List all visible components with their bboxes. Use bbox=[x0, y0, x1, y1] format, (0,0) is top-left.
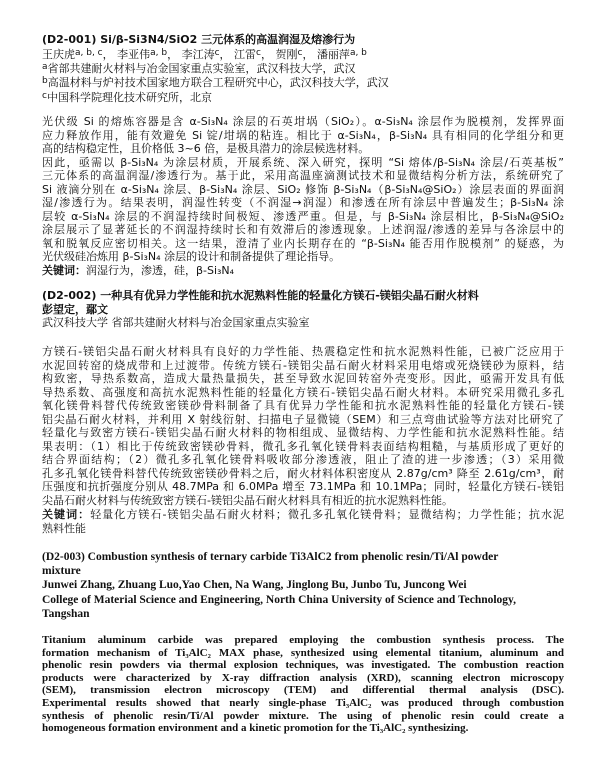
abstract-line: 铝尖晶石耐火材料，并利用 X 射线衍射、扫描电子显微镜（SEM）和三点弯曲试验等方法对比研究了 bbox=[42, 412, 564, 426]
abstract-line: 孔多孔氧化镁骨料替代传统致密镁砂骨料之后，耐火材料体积密度从 2.87g/cm³ 降至 2.61g/cm³，耐 bbox=[42, 466, 564, 480]
abstract-line: 三元体系的高温润湿/渗透行为。基于此，采用高温座滴测试技术和显微结构分析方法，系统研究了 bbox=[42, 169, 564, 182]
abstract-line: 光伏级 Si 的熔炼容器是含 α-Si₃N₄ 涂层的石英坩埚（SiO₂）。α-Si₃N₄ 涂层作为脱模剂，发挥界面 bbox=[42, 115, 564, 128]
author-sup: a, b bbox=[150, 47, 168, 58]
abstract-line: 湿/渗透行为。结果表明，润湿性转变（不润湿→润湿）和渗透在所有涂层中普遍发生；β-Si₃N₄ 涂 bbox=[42, 196, 564, 209]
abstract-line: phenolic resin powders via thermal explosion techniques, was investigated. The combustion reaction bbox=[42, 659, 564, 672]
affiliation-text: 中国科学院理化技术研究所，北京 bbox=[46, 90, 212, 104]
abstract-line: 氧和脱氧反应密切相关。这一结果，澄清了业内长期存在的 “β-Si₃N₄ 能否用作脱模剂” 的疑惑，为 bbox=[42, 236, 564, 250]
abstract-line: 层较 α-Si₃N₄ 涂层的不润湿持续时间极短、渗透严重。但是，与 β-Si₃N₄ 涂层相比，β-Si₃N₄@SiO₂ bbox=[42, 209, 564, 223]
paper-2-title: (D2-002) 一种具有优异力学性能和抗水泥熟料性能的轻量化方镁石-镁铝尖晶石耐火材料 bbox=[42, 289, 479, 302]
abstract-line: 水泥回转窑的烧成带和上过渡带。传统方镁石-镁铝尖晶石耐火材料采用电熔或死烧镁砂为原料，结 bbox=[42, 358, 564, 372]
abstract-line: 方镁石-镁铝尖晶石耐火材料具有良好的力学性能、热震稳定性和抗水泥熟料性能，已被广泛应用于 bbox=[42, 345, 564, 358]
paper-3-header bbox=[42, 550, 564, 621]
abstract-line: 构致密，导热系数高，造成大量热量损失，甚至导致水泥回转窑外壳变形。因此，亟需开发具有低 bbox=[42, 372, 564, 385]
abstract-line: 导热系数、高强度和高抗水泥熟料性能的轻量化方镁石-镁铝尖晶石耐火材料。本研究采用微孔多孔 bbox=[42, 385, 564, 399]
abstract-line: 结合界面结构；（2）微孔多孔氧化镁骨料吸收部分渗透液，阻止了渣的进一步渗透；（3）采用微 bbox=[42, 453, 564, 466]
paper-3-title: (D2-003) Combustion synthesis of ternary carbide Ti3AlC2 from phenolic resin/Ti/Al powder bbox=[42, 551, 499, 563]
abstract-line: 果表明：（1）相比于传统致密镁砂骨料，微孔多孔氧化镁骨料表面结构粗糙，与基质形成了更好的 bbox=[42, 439, 564, 453]
paper-3-title: mixture bbox=[42, 565, 81, 577]
affiliation-sup: a bbox=[42, 61, 48, 72]
abstract-line: 轻量化与致密方镁石-镁铝尖晶石耐火材料的物相组成、显微结构、力学性能和抗水泥熟料性能。结 bbox=[42, 426, 564, 439]
affiliation bbox=[42, 91, 564, 106]
abstract-line: homogeneous formation environment and a kinetic promotion for the Ti₃AlC₂ synthesizing. bbox=[42, 722, 469, 735]
keywords-label: 关键词： bbox=[42, 508, 91, 521]
paper-1-header bbox=[42, 33, 564, 105]
paper-3-affiliation: Tangshan bbox=[42, 608, 90, 620]
abstract-line: 应力释放作用，能有效避免 Si 锭/坩埚的粘连。相比于 α-Si₃N₄，β-Si₃N₄ 具有相同的化学组分和更 bbox=[42, 128, 564, 142]
affiliation bbox=[42, 62, 564, 77]
paper-1-abstract bbox=[42, 115, 564, 264]
paper-3-abstract bbox=[42, 634, 564, 735]
keywords-label: 关键词： bbox=[42, 264, 86, 277]
author: 李亚伟 bbox=[117, 47, 151, 61]
abstract-line: 因此，亟需以 β-Si₃N₄ 为涂层材质，开展系统、深入研究，探明 “Si 熔体/β-Si₃N₄ 涂层/石英基板” bbox=[42, 155, 564, 169]
abstract-line: 涂层展示了显著延长的不润湿持续时长和有效滞后的渗透现象。上述润湿/渗透的差异与各涂层中的 bbox=[42, 223, 564, 236]
paper-1-keywords bbox=[42, 264, 564, 278]
author-sup: c bbox=[214, 47, 220, 58]
paper-3-affiliation: College of Material Science and Engineering, North China University of Science and Technology, bbox=[42, 594, 517, 606]
paper-3-authors: Junwei Zhang, Zhuang Luo,Yao Chen, Na Wang, Jinglong Bu, Junbo Tu, Juncong Wei bbox=[42, 579, 467, 591]
abstract-line: Experimental results showed that nearly single-phase Ti₃AlC₂ was produced through combustion bbox=[42, 696, 564, 709]
abstract-line: products were characterized by X-ray diffraction analysis (XRD), scanning electron microscopy bbox=[42, 671, 564, 684]
paper-2-abstract bbox=[42, 345, 564, 507]
paper-2-affiliation: 武汉科技大学 省部共建耐火材料与冶金国家重点实验室 bbox=[42, 316, 310, 329]
author: 贺刚 bbox=[275, 47, 298, 61]
author-sup: c bbox=[256, 47, 261, 58]
keywords: 润湿行为，渗透，硅，β-Si₃N₄ bbox=[86, 264, 235, 277]
abstract-line: 压强度和抗折强度分别从 48.7MPa 和 6.0MPa 增至 73.1MPa 和 10.1MPa；同时，轻量化方镁石-镁铝 bbox=[42, 480, 564, 493]
author: 江雷 bbox=[234, 47, 257, 61]
paper-2-authors: 彭望定，鄢文 bbox=[42, 302, 108, 316]
abstract-line: 高的结构稳定性，且价格低 3~6 倍，是极具潜力的涂层候选材料。 bbox=[42, 142, 370, 155]
keywords: 熟料性能 bbox=[42, 521, 86, 535]
paper-1-title: (D2-001) Si/β-Si3N4/SiO2 三元体系的高温润湿及熔渗行为 bbox=[42, 33, 356, 46]
author: 潘丽萍 bbox=[316, 47, 350, 61]
author: 李江涛 bbox=[181, 47, 215, 61]
affiliation bbox=[42, 76, 564, 91]
abstract-line: 尖晶石耐火材料与传统致密方镁石-镁铝尖晶石耐火材料具有相近的抗水泥熟料性能。 bbox=[42, 493, 453, 507]
author-sup: a, b bbox=[349, 47, 367, 58]
abstract-line: Titanium aluminum carbide was prepared employing the combustion synthesis process. The bbox=[42, 634, 564, 646]
keywords: 轻量化方镁石-镁铝尖晶石耐火材料；微孔多孔氧化镁骨料；显微结构；力学性能；抗水泥 bbox=[90, 508, 564, 521]
paper-1-authors: 王庆虎$^{a, b, c}$， 李亚伟$^{a, b}$， 李江涛$^c$， 江雷$^c$， 贺刚$^c$， 潘丽萍$^{a, b}$ bbox=[42, 47, 367, 61]
abstract-line: 氧化镁骨料替代传统致密镁砂骨料制备了具有优异力学性能和抗水泥熟料性能的轻量化方镁石-镁 bbox=[42, 399, 564, 412]
abstract-line: formation mechanism of Ti₃AlC₂ MAX phase, synthesized using elemental titanium, aluminum and bbox=[42, 646, 564, 659]
author-sup: a, b, c bbox=[75, 47, 103, 58]
affiliation-sup: c bbox=[42, 90, 47, 101]
abstract-line: 光伏级硅冶炼用 β-Si₃N₄ 涂层的设计和制备提供了理论指导。 bbox=[42, 250, 341, 263]
abstract-line: Si 液滴分别在 α-Si₃N₄ 涂层、β-Si₃N₄ 涂层、SiO₂ 修饰 β-Si₃N₄（β-Si₃N₄@SiO₂）涂层表面的界面润 bbox=[42, 182, 564, 196]
paper-2-header bbox=[42, 289, 564, 330]
affiliation-sup: b bbox=[42, 76, 48, 86]
author-sup: c bbox=[297, 47, 303, 58]
author: 王庆虎 bbox=[42, 47, 75, 61]
affiliation-text: 高温材料与炉衬技术国家地方联合工程研究中心，武汉科技大学，武汉 bbox=[47, 76, 389, 89]
paper-2-keywords bbox=[42, 508, 564, 535]
abstract-line: synthesis of phenolic resin/Ti/Al powder mixture. The using of phenolic resin could create a bbox=[42, 709, 564, 722]
abstract-line: (SEM), transmission electron microscopy (TEM) and differential thermal analysis (DSC). bbox=[42, 684, 564, 697]
affiliation-text: 省部共建耐火材料与冶金国家重点实验室，武汉科技大学，武汉 bbox=[47, 61, 356, 75]
